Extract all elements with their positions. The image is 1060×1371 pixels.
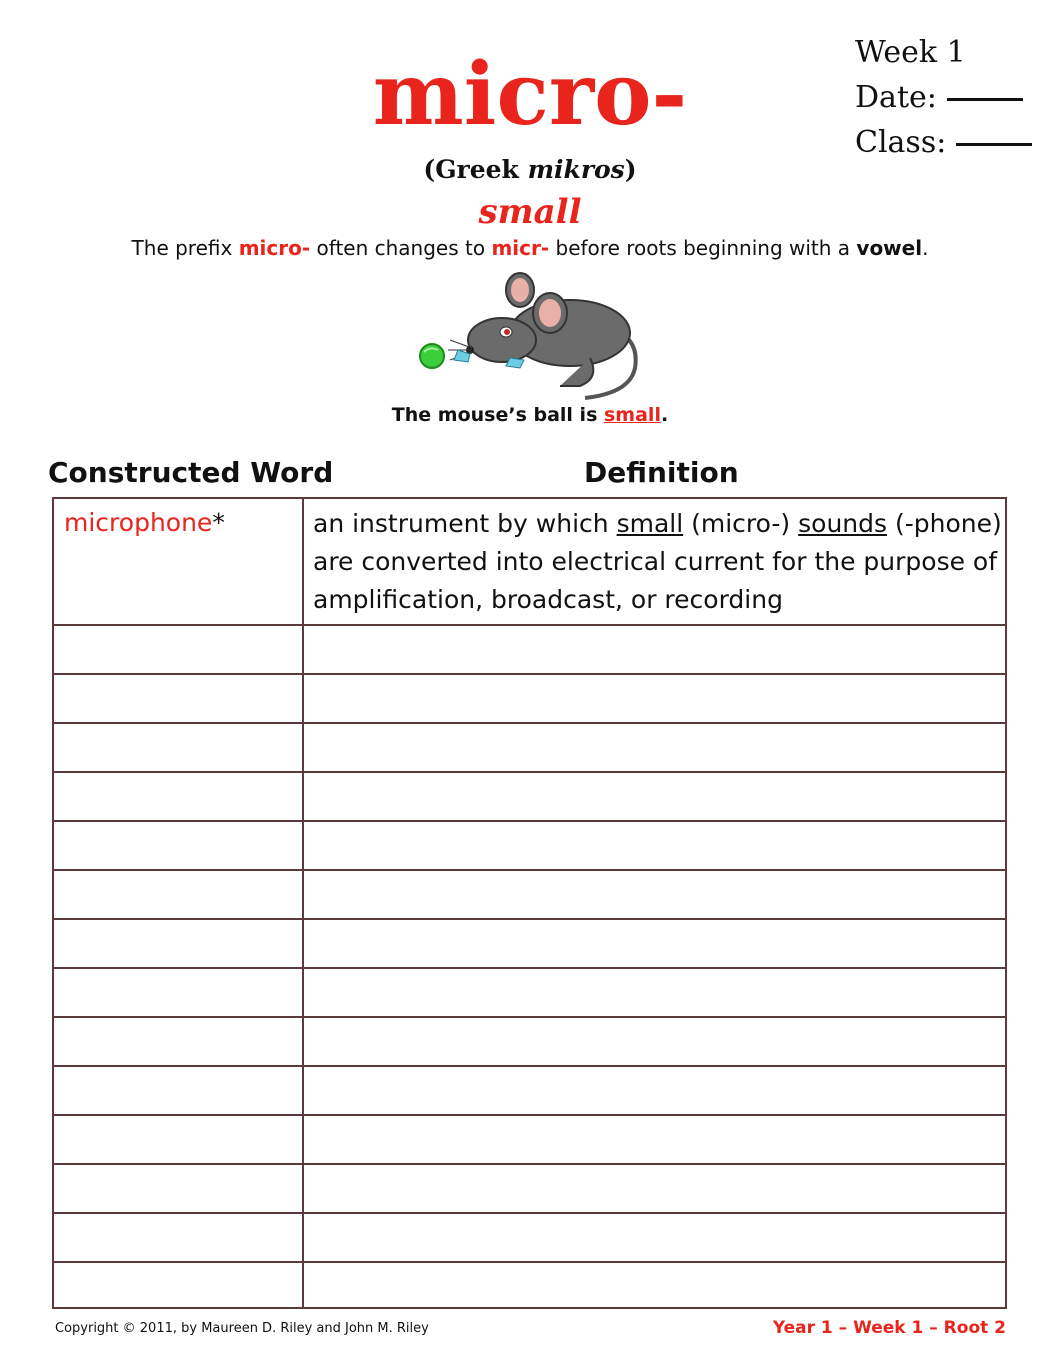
copyright-text: Copyright © 2011, by Maureen D. Riley and John M. Riley (55, 1321, 429, 1336)
def-part1: an instrument by which (313, 509, 617, 538)
reference-text: Year 1 – Week 1 – Root 2 (772, 1318, 1006, 1338)
caption-end: . (660, 404, 669, 426)
table-row[interactable] (54, 673, 1005, 675)
caption-part1: The mouse’s ball is (391, 404, 604, 426)
table-row[interactable] (54, 918, 1005, 920)
table-row[interactable] (54, 869, 1005, 871)
caption-word: small (604, 404, 661, 426)
table-row[interactable] (54, 1163, 1005, 1165)
root-origin (0, 155, 1060, 184)
note-variant: micr- (491, 236, 550, 260)
def-part2: (micro-) (683, 509, 799, 538)
mouse-icon (410, 268, 650, 403)
root-meaning: small (478, 192, 582, 232)
def-sounds: sounds (798, 509, 888, 538)
example-word-star: * (212, 508, 225, 537)
vocabulary-table (52, 497, 1007, 1309)
table-row[interactable] (54, 1212, 1005, 1214)
table-row[interactable] (54, 820, 1005, 822)
root-title: micro- (372, 44, 688, 145)
table-row[interactable] (54, 771, 1005, 773)
table-row[interactable] (54, 967, 1005, 969)
class-label: Class: (855, 125, 947, 160)
note-part4: . (922, 236, 929, 260)
table-row[interactable] (54, 1261, 1005, 1263)
mouse-illustration (410, 268, 650, 403)
table-row[interactable] (54, 1016, 1005, 1018)
table-row[interactable] (54, 722, 1005, 724)
def-small: small (616, 509, 684, 538)
example-word-text: microphone (64, 508, 213, 537)
note-vowel: vowel (856, 236, 923, 260)
note-part1: The prefix (131, 236, 239, 260)
origin-close: ) (624, 155, 637, 184)
week-label: Week (855, 35, 938, 70)
header-definition: Definition (584, 456, 739, 489)
note-part2: often changes to (310, 236, 492, 260)
prefix-note (0, 236, 1060, 260)
table-row[interactable] (54, 1114, 1005, 1116)
origin-word: mikros (527, 155, 625, 184)
week-number: 1 (946, 35, 966, 70)
column-divider (302, 499, 304, 1307)
def-part3: (-phone) are converted into electrical current for the purpose of amplification, broadcast, or recording (313, 509, 1002, 614)
note-part3: before roots beginning with a (549, 236, 857, 260)
table-row[interactable] (54, 624, 1005, 626)
table-row[interactable] (54, 1065, 1005, 1067)
note-prefix: micro- (238, 236, 311, 260)
date-label: Date: (855, 80, 937, 115)
illustration-caption (0, 404, 1060, 426)
origin-open: (Greek (423, 155, 528, 184)
example-word (64, 508, 225, 537)
example-definition (313, 505, 1003, 619)
header-constructed-word: Constructed Word (48, 456, 334, 489)
